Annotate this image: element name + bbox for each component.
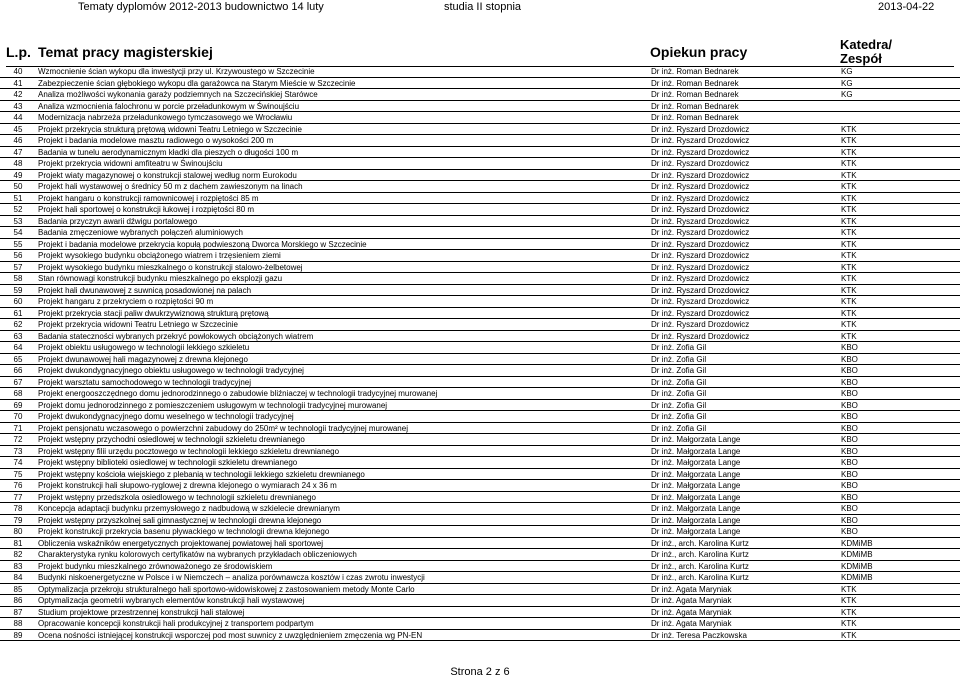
row-temat: Badania przyczyn awarii dźwigu portalowego: [38, 216, 198, 226]
row-temat: Stan równowagi konstrukcji budynku mieszkalnego po eksplozji gazu: [38, 274, 283, 283]
row-katedra: KTK: [841, 285, 857, 295]
row-lp: 70: [13, 412, 23, 421]
table-row: [0, 457, 960, 469]
table-row: [0, 503, 960, 515]
row-opiekun: Dr inż. Ryszard Drozdowicz: [651, 320, 750, 329]
row-katedra: KBO: [841, 354, 858, 364]
row-opiekun: Dr inż. Małgorzata Lange: [651, 446, 741, 456]
row-lp: 73: [13, 446, 23, 456]
table-row: [0, 227, 960, 239]
row-katedra: KBO: [841, 389, 858, 398]
row-temat: Obliczenia wskaźników energetycznych projektowanej powiatowej hali sportowej: [38, 538, 324, 548]
col-opiekun: Opiekun pracy: [650, 44, 748, 60]
row-temat: Badania stateczności wybranych przekryć powłokowych obciążonych wiatrem: [38, 331, 314, 341]
table-row: [0, 492, 960, 504]
row-katedra: KTK: [841, 216, 857, 226]
row-lp: 87: [13, 607, 23, 617]
row-opiekun: Dr inż. Zofia Gil: [651, 400, 707, 410]
row-lp: 83: [13, 561, 23, 571]
row-lp: 42: [13, 90, 23, 99]
table-row: [0, 239, 960, 251]
row-temat: Projekt dwunawowej hali magazynowej z drewna klejonego: [38, 354, 248, 364]
row-katedra: KTK: [841, 320, 857, 329]
row-opiekun: Dr inż. Ryszard Drozdowicz: [651, 274, 750, 283]
row-katedra: KTK: [841, 619, 857, 628]
table-row: [0, 158, 960, 170]
row-katedra: KTK: [841, 159, 857, 168]
row-temat: Projekt hali wystawowej o średnicy 50 m z dachem zawieszonym na linach: [38, 182, 303, 191]
row-lp: 72: [13, 435, 23, 444]
row-lp: 84: [13, 573, 23, 582]
row-katedra: KBO: [841, 458, 858, 467]
table-row: [0, 170, 960, 182]
row-opiekun: Dr inż. Ryszard Drozdowicz: [651, 228, 750, 237]
row-opiekun: Dr inż. Małgorzata Lange: [651, 515, 741, 525]
table-row: [0, 285, 960, 297]
row-lp: 80: [13, 527, 23, 536]
row-temat: Projekt wstępny przedszkola osiedlowego w technologii szkieletu drewnianego: [38, 492, 316, 502]
table-row: [0, 135, 960, 147]
table-row: [0, 112, 960, 124]
row-opiekun: Dr inż. Ryszard Drozdowicz: [651, 147, 750, 157]
row-katedra: KBO: [841, 492, 858, 502]
row-lp: 86: [13, 596, 23, 605]
table-row: [0, 618, 960, 630]
row-opiekun: Dr inż. Zofia Gil: [651, 343, 707, 352]
row-temat: Opracowanie koncepcji konstrukcji hali produkcyjnej z transportem podpartym: [38, 619, 314, 628]
row-lp: 85: [13, 584, 23, 594]
row-temat: Projekt przekrycia stacji paliw dwukrzywiznową strukturą prętową: [38, 308, 269, 318]
row-opiekun: Dr inż. Ryszard Drozdowicz: [651, 205, 750, 214]
row-lp: 50: [13, 182, 23, 191]
row-lp: 61: [13, 308, 23, 318]
table-row: [0, 262, 960, 274]
row-opiekun: Dr inż. Ryszard Drozdowicz: [651, 124, 750, 134]
table-row: [0, 319, 960, 331]
row-lp: 81: [13, 538, 23, 548]
table-row: [0, 124, 960, 136]
row-lp: 69: [13, 400, 23, 410]
row-temat: Projekt wysokiego budynku mieszkalnego o konstrukcji stalowo-żelbetowej: [38, 262, 303, 272]
row-opiekun: Dr inż., arch. Karolina Kurtz: [651, 538, 749, 548]
row-opiekun: Dr inż. Ryszard Drozdowicz: [651, 285, 750, 295]
row-katedra: KBO: [841, 435, 858, 444]
table-row: [0, 515, 960, 527]
row-lp: 88: [13, 619, 23, 628]
col-katedra-line2: Zespół: [840, 51, 882, 66]
row-katedra: KBO: [841, 527, 858, 536]
row-lp: 89: [13, 630, 23, 640]
row-opiekun: Dr inż. Teresa Paczkowska: [651, 630, 747, 640]
row-katedra: KTK: [841, 584, 857, 594]
table-row: [0, 607, 960, 619]
row-opiekun: Dr inż. Roman Bednarek: [651, 67, 739, 76]
table-row: [0, 101, 960, 113]
row-opiekun: Dr inż. Agata Maryniak: [651, 584, 732, 594]
row-lp: 45: [13, 124, 23, 134]
row-katedra: KBO: [841, 377, 858, 387]
table-row: [0, 250, 960, 262]
table-row: [0, 630, 960, 642]
row-opiekun: Dr inż. Małgorzata Lange: [651, 504, 741, 513]
row-lp: 82: [13, 550, 23, 559]
row-katedra: KTK: [841, 274, 857, 283]
table-row: [0, 147, 960, 159]
table-row: [0, 66, 960, 78]
row-lp: 41: [13, 78, 23, 88]
row-temat: Projekt wysokiego budynku obciążonego wiatrem i trzęsieniem ziemi: [38, 251, 281, 260]
row-temat: Projekt dwukondygnacyjnego obiektu usługowego w technologii tradycyjnej: [38, 366, 304, 375]
row-temat: Projekt domu jednorodzinnego z pomieszczeniem usługowym w technologii tradycyjnej murowanej: [38, 400, 388, 410]
row-opiekun: Dr inż. Roman Bednarek: [651, 113, 739, 122]
row-katedra: KTK: [841, 262, 857, 272]
row-temat: Projekt obiektu usługowego w technologii lekkiego szkieletu: [38, 343, 250, 352]
table-row: [0, 181, 960, 193]
table-row: [0, 308, 960, 320]
row-opiekun: Dr inż. Ryszard Drozdowicz: [651, 297, 750, 306]
row-katedra: KTK: [841, 205, 857, 214]
row-opiekun: Dr inż. Agata Maryniak: [651, 619, 732, 628]
row-lp: 75: [13, 469, 23, 479]
row-temat: Ocena nośności istniejącej konstrukcji wsporczej pod most suwnicy z uwzględnieniem zmęczenia wg PN-EN: [38, 630, 423, 640]
row-temat: Budynki niskoenergetyczne w Polsce i w Niemczech – analiza porównawcza kosztów i czas zwrotu inwestycji: [38, 573, 425, 582]
row-opiekun: Dr inż. Ryszard Drozdowicz: [651, 182, 750, 191]
row-opiekun: Dr inż. Ryszard Drozdowicz: [651, 170, 750, 180]
row-temat: Projekt wstępny przychodni osiedlowej w technologii szkieletu drewnianego: [38, 435, 305, 444]
row-katedra: KG: [841, 67, 853, 76]
row-opiekun: Dr inż. Ryszard Drozdowicz: [651, 262, 750, 272]
table-row: [0, 423, 960, 435]
row-temat: Projekt dwukondygnacyjnego domu weselnego w technologii tradycyjnej: [38, 412, 294, 421]
row-lp: 55: [13, 239, 23, 249]
row-lp: 78: [13, 504, 23, 513]
row-opiekun: Dr inż. Agata Maryniak: [651, 607, 732, 617]
table-row: [0, 538, 960, 550]
row-katedra: KBO: [841, 515, 858, 525]
row-katedra: KBO: [841, 504, 858, 513]
row-temat: Projekt hangaru o konstrukcji ramownicowej i rozpiętości 85 m: [38, 193, 259, 203]
table-row: [0, 480, 960, 492]
row-opiekun: Dr inż. Zofia Gil: [651, 389, 707, 398]
row-lp: 48: [13, 159, 23, 168]
row-katedra: KBO: [841, 412, 858, 421]
row-opiekun: Dr inż. Małgorzata Lange: [651, 481, 741, 490]
col-lp: L.p.: [6, 44, 31, 60]
row-temat: Projekt pensjonatu wczasowego o powierzchni zabudowy do 250m² w technologii tradycyjnej murowanej: [38, 423, 408, 433]
row-temat: Projekt hali sportowej o konstrukcji łukowej i rozpiętości 80 m: [38, 205, 255, 214]
row-temat: Optymalizacja przekroju strukturalnego hali sportowo-widowiskowej z zastosowaniem metody Monte Carlo: [38, 584, 415, 594]
row-opiekun: Dr inż. Zofia Gil: [651, 377, 707, 387]
table-row: [0, 411, 960, 423]
row-lp: 46: [13, 136, 23, 145]
row-katedra: KDMiMB: [841, 550, 873, 559]
row-lp: 53: [13, 216, 23, 226]
row-temat: Projekt przekrycia widowni Teatru Letniego w Szczecinie: [38, 320, 238, 329]
row-temat: Analiza możliwości wykonania garaży podziemnych na Szczecińskiej Starówce: [38, 90, 318, 99]
header-date: 2013-04-22: [878, 1, 935, 13]
header-center: studia II stopnia: [444, 1, 522, 13]
row-katedra: KDMiMB: [841, 561, 873, 571]
row-temat: Projekt konstrukcji hali słupowo-ryglowej z drewna klejonego o wymiarach 24 x 36 m: [38, 481, 337, 490]
row-opiekun: Dr inż. Ryszard Drozdowicz: [651, 136, 750, 145]
row-katedra: KTK: [841, 147, 857, 157]
row-katedra: KDMiMB: [841, 538, 873, 548]
row-temat: Projekt energooszczędnego domu jednorodzinnego o zabudowie bliźniaczej w technologii tradycyjnej murowanej: [38, 389, 438, 398]
row-katedra: KBO: [841, 469, 858, 479]
header-left: Tematy dyplomów 2012-2013 budownictwo 14 luty: [78, 1, 324, 13]
table-row: [0, 354, 960, 366]
row-katedra: KBO: [841, 423, 858, 433]
table-row: [0, 561, 960, 573]
table-row: [0, 216, 960, 228]
row-lp: 68: [13, 389, 23, 398]
row-opiekun: Dr inż. Małgorzata Lange: [651, 527, 741, 536]
row-katedra: KTK: [841, 136, 857, 145]
row-temat: Projekt wstępny kościoła wiejskiego z plebanią w technologii lekkiego szkieletu drewnianego: [38, 469, 365, 479]
table-row: [0, 89, 960, 101]
row-opiekun: Dr inż. Roman Bednarek: [651, 101, 739, 111]
table-row: [0, 296, 960, 308]
col-katedra-line1: Katedra/: [840, 37, 893, 52]
row-katedra: KBO: [841, 481, 858, 490]
row-lp: 74: [13, 458, 23, 467]
row-lp: 66: [13, 366, 23, 375]
row-opiekun: Dr inż. Ryszard Drozdowicz: [651, 216, 750, 226]
row-lp: 43: [13, 101, 23, 111]
row-opiekun: Dr inż. Zofia Gil: [651, 412, 707, 421]
row-lp: 56: [13, 251, 23, 260]
row-opiekun: Dr inż. Małgorzata Lange: [651, 492, 741, 502]
row-temat: Koncepcja adaptacji budynku przemysłowego z nadbudową w szkielecie drewnianym: [38, 504, 340, 513]
row-temat: Badania w tunelu aerodynamicznym kładki dla pieszych o długości 100 m: [38, 147, 299, 157]
column-headers: [0, 38, 960, 68]
row-lp: 60: [13, 297, 23, 306]
row-katedra: KTK: [841, 607, 857, 617]
table-row: [0, 193, 960, 205]
row-temat: Optymalizacja geometrii wybranych elementów konstrukcji hali wystawowej: [38, 596, 305, 605]
row-temat: Projekt przekrycia widowni amfiteatru w Świnoujściu: [38, 159, 223, 168]
row-lp: 59: [13, 285, 23, 295]
row-temat: Projekt hangaru z przekryciem o rozpiętości 90 m: [38, 297, 214, 306]
row-lp: 52: [13, 205, 23, 214]
table-row: [0, 400, 960, 412]
table-row: [0, 78, 960, 90]
row-katedra: KG: [841, 78, 853, 88]
table-row: [0, 446, 960, 458]
row-temat: Projekt warsztatu samochodowego w technologii tradycyjnej: [38, 377, 251, 387]
row-lp: 76: [13, 481, 23, 490]
row-lp: 77: [13, 492, 23, 502]
row-opiekun: Dr inż., arch. Karolina Kurtz: [651, 550, 749, 559]
row-katedra: KG: [841, 90, 853, 99]
row-opiekun: Dr inż. Ryszard Drozdowicz: [651, 159, 750, 168]
row-lp: 71: [13, 423, 23, 433]
table-row: [0, 331, 960, 343]
topics-table: [0, 66, 960, 641]
row-lp: 58: [13, 274, 23, 283]
row-lp: 49: [13, 170, 23, 180]
row-katedra: KBO: [841, 366, 858, 375]
row-lp: 44: [13, 113, 23, 122]
row-opiekun: Dr inż., arch. Karolina Kurtz: [651, 561, 749, 571]
row-lp: 79: [13, 515, 23, 525]
row-temat: Projekt i badania modelowe masztu radiowego o wysokości 200 m: [38, 136, 274, 145]
row-katedra: KTK: [841, 193, 857, 203]
row-opiekun: Dr inż. Agata Maryniak: [651, 596, 732, 605]
row-katedra: KTK: [841, 239, 857, 249]
row-temat: Charakterystyka rynku kolorowych certyfikatów na wybranych przykładach obliczeniowych: [38, 550, 357, 559]
row-katedra: KTK: [841, 228, 857, 237]
row-temat: Projekt i badania modelowe przekrycia kopułą podwieszoną Dworca Morskiego w Szczecinie: [38, 239, 367, 249]
row-katedra: KTK: [841, 630, 857, 640]
row-katedra: KTK: [841, 182, 857, 191]
row-katedra: KTK: [841, 331, 857, 341]
col-katedra: [840, 38, 892, 66]
row-temat: Studium projektowe przestrzennej konstrukcji hali stalowej: [38, 607, 245, 617]
row-opiekun: Dr inż. Małgorzata Lange: [651, 469, 741, 479]
row-opiekun: Dr inż. Zofia Gil: [651, 366, 707, 375]
row-katedra: KTK: [841, 308, 857, 318]
row-opiekun: Dr inż. Małgorzata Lange: [651, 435, 741, 444]
row-opiekun: Dr inż., arch. Karolina Kurtz: [651, 573, 749, 582]
row-opiekun: Dr inż. Ryszard Drozdowicz: [651, 193, 750, 203]
row-lp: 64: [13, 343, 23, 352]
table-row: [0, 342, 960, 354]
row-opiekun: Dr inż. Ryszard Drozdowicz: [651, 239, 750, 249]
row-temat: Projekt wstępny filii urzędu pocztowego w technologii lekkiego szkieletu drewnianego: [38, 446, 340, 456]
row-lp: 67: [13, 377, 23, 387]
row-katedra: KBO: [841, 343, 858, 352]
row-opiekun: Dr inż. Ryszard Drozdowicz: [651, 251, 750, 260]
row-temat: Analiza wzmocnienia falochronu w porcie przeładunkowym w Świnoujściu: [38, 101, 300, 111]
row-katedra: KTK: [841, 251, 857, 260]
row-lp: 40: [13, 67, 23, 76]
table-row: [0, 273, 960, 285]
row-lp: 54: [13, 228, 23, 237]
table-row: [0, 204, 960, 216]
row-lp: 62: [13, 320, 23, 329]
table-row: [0, 434, 960, 446]
table-row: [0, 549, 960, 561]
row-temat: Projekt przekrycia strukturą prętową widowni Teatru Letniego w Szczecinie: [38, 124, 302, 134]
row-opiekun: Dr inż. Roman Bednarek: [651, 78, 739, 88]
row-opiekun: Dr inż. Zofia Gil: [651, 423, 707, 433]
table-row: [0, 572, 960, 584]
row-katedra: KTK: [841, 297, 857, 306]
row-temat: Projekt wiaty magazynowej o konstrukcji stalowej według norm Eurokodu: [38, 170, 297, 180]
row-opiekun: Dr inż. Ryszard Drozdowicz: [651, 331, 750, 341]
row-opiekun: Dr inż. Małgorzata Lange: [651, 458, 741, 467]
row-lp: 47: [13, 147, 23, 157]
row-lp: 63: [13, 331, 23, 341]
row-katedra: KDMiMB: [841, 573, 873, 582]
table-row: [0, 584, 960, 596]
row-temat: Projekt budynku mieszkalnego zrównoważonego ze środowiskiem: [38, 561, 273, 571]
row-temat: Wzmocnienie ścian wykopu dla inwestycji przy ul. Krzywoustego w Szczecinie: [38, 67, 315, 76]
row-temat: Zabezpieczenie ścian głębokiego wykopu dla garażowca na Starym Mieście w Szczecinie: [38, 78, 356, 88]
row-temat: Modernizacja nabrzeża przeładunkowego tymczasowego we Wrocławiu: [38, 113, 293, 122]
row-opiekun: Dr inż. Zofia Gil: [651, 354, 707, 364]
table-row: [0, 377, 960, 389]
page-footer: Strona 2 z 6: [450, 666, 510, 678]
table-row: [0, 365, 960, 377]
table-row: [0, 595, 960, 607]
row-katedra: KTK: [841, 124, 857, 134]
row-temat: Projekt hali dwunawowej z suwnicą posadowionej na palach: [38, 285, 252, 295]
row-katedra: KTK: [841, 596, 857, 605]
row-lp: 57: [13, 262, 23, 272]
row-temat: Projekt wstępny biblioteki osiedlowej w technologii szkieletu drewnianego: [38, 458, 298, 467]
col-temat: Temat pracy magisterskiej: [38, 44, 213, 60]
row-katedra: KBO: [841, 400, 858, 410]
row-katedra: KTK: [841, 170, 857, 180]
table-row: [0, 469, 960, 481]
page-header: [0, 0, 960, 14]
row-temat: Badania zmęczeniowe wybranych połączeń aluminiowych: [38, 228, 243, 237]
table-row: [0, 388, 960, 400]
row-temat: Projekt konstrukcji przekrycia basenu pływackiego w technologii drewna klejonego: [38, 527, 330, 536]
row-lp: 51: [13, 193, 23, 203]
row-opiekun: Dr inż. Ryszard Drozdowicz: [651, 308, 750, 318]
row-temat: Projekt wstępny przyszkolnej sali gimnastycznej w technologii drewna klejonego: [38, 515, 322, 525]
row-opiekun: Dr inż. Roman Bednarek: [651, 90, 739, 99]
row-lp: 65: [13, 354, 23, 364]
table-row: [0, 526, 960, 538]
row-katedra: KBO: [841, 446, 858, 456]
